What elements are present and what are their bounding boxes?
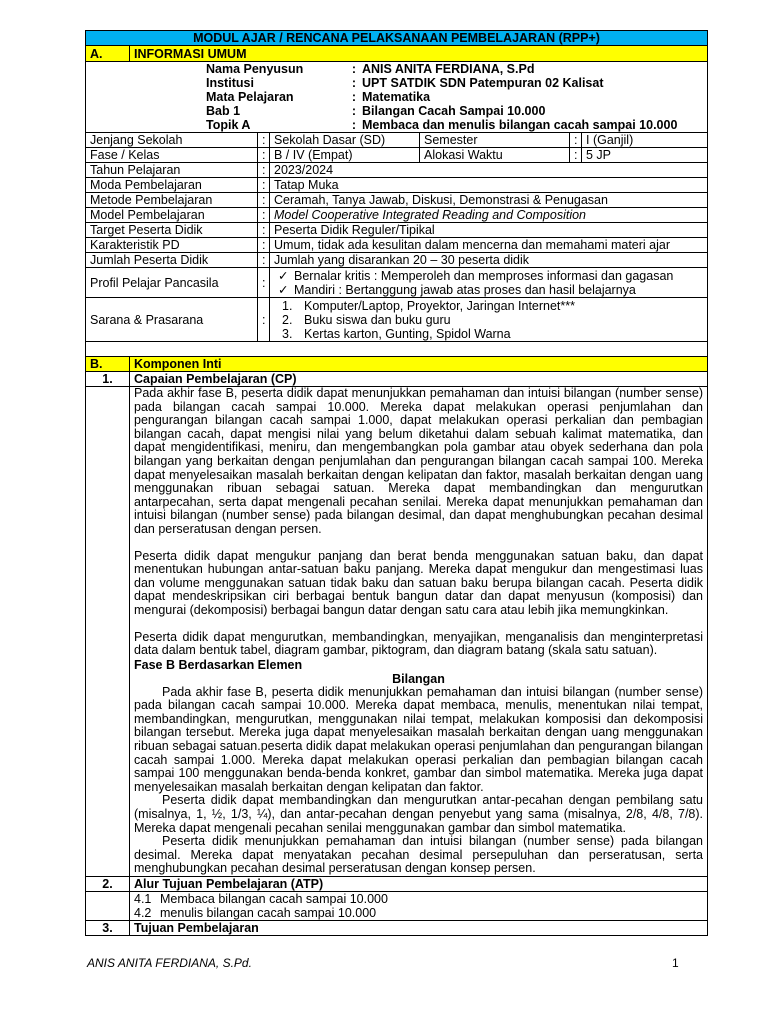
info-colon: : xyxy=(351,76,357,90)
fase-b-heading: Fase B Berdasarkan Elemen xyxy=(134,657,303,672)
profil-item xyxy=(270,269,703,283)
model-label: Model Pembelajaran xyxy=(86,208,258,223)
info-colon: : xyxy=(351,104,357,118)
sarana-item xyxy=(282,327,703,341)
sarana-item xyxy=(282,299,703,313)
atp-list xyxy=(130,892,708,921)
profil-item-text: Mandiri : Bertanggung jawab atas proses dan hasil belajarnya xyxy=(294,282,636,297)
sarana-num: 1. xyxy=(282,298,293,313)
colon: : xyxy=(258,133,270,148)
colon: : xyxy=(258,268,270,298)
info-label: Institusi xyxy=(206,76,254,90)
alokasi-value: 5 JP xyxy=(582,148,708,163)
sarana-text: Komputer/Laptop, Proyektor, Jaringan Internet*** xyxy=(304,298,575,313)
alokasi-label: Alokasi Waktu xyxy=(420,148,570,163)
tp-number: 3. xyxy=(86,921,130,936)
jumlah-label: Jumlah Peserta Didik xyxy=(86,253,258,268)
check-icon xyxy=(270,269,294,283)
bilangan-heading: Bilangan xyxy=(392,671,445,686)
check-icon xyxy=(270,283,294,297)
cp-gutter xyxy=(86,387,130,877)
target-label: Target Peserta Didik xyxy=(86,223,258,238)
rpp-document xyxy=(85,30,707,936)
sarana-list xyxy=(270,298,708,342)
atp-number: 2. xyxy=(86,877,130,892)
karakteristik-value: Umum, tidak ada kesulitan dalam mencerna dan memahami materi ajar xyxy=(270,238,708,253)
document-title: MODUL AJAR / RENCANA PELAKSANAAN PEMBELAJARAN (RPP+) xyxy=(86,31,708,46)
sarana-item xyxy=(282,313,703,327)
colon: : xyxy=(570,133,582,148)
atp-item xyxy=(134,906,703,920)
bilangan-paragraph: Pada akhir fase B, peserta didik menunjukkan pemahaman dan intuisi bilangan (number sense) pada bilangan cacah sampai 10.000. Mereka dapat membaca, menulis, menentukan nilai tempat, membandingkan, mengurutkan, menggunakan nilai tempat, melakukan komposisi dan dekomposisi bilangan tersebut. Mereka juga dapat menyelesaikan masalah berkaitan dengan uang menggunakan ribuan sebagai satuan.peserta didik dapat melakukan operasi penjumlahan dan pengurangan bilangan cacah sampai 1.000. Mereka dapat melakukan operasi perkalian dan pembagian bilangan cacah sampai 100 menggunakan benda-benda konkret, gambar dan simbol matematika. Mereka juga dapat menyelesaikan masalah berkaitan dengan kelipatan dan faktor. xyxy=(134,684,704,794)
info-value: UPT SATDIK SDN Patempuran 02 Kalisat xyxy=(362,76,604,90)
page-number: 1 xyxy=(672,956,679,970)
fase-label: Fase / Kelas xyxy=(86,148,258,163)
metode-label: Metode Pembelajaran xyxy=(86,193,258,208)
rpp-table xyxy=(85,30,708,936)
sarana-label: Sarana & Prasarana xyxy=(86,298,258,342)
info-value: ANIS ANITA FERDIANA, S.Pd xyxy=(362,62,535,76)
tahun-label: Tahun Pelajaran xyxy=(86,163,258,178)
moda-label: Moda Pembelajaran xyxy=(86,178,258,193)
info-umum-block xyxy=(86,62,707,132)
atp-gutter xyxy=(86,892,130,921)
bilangan-paragraph: Peserta didik menunjukkan pemahaman dan intuisi bilangan (number sense) pada bilangan desimal. Mereka dapat menyatakan pecahan desimal persepuluhan dan perseratusan, serta menghubungkan pecahan desimal perseratusan dengan konsep persen. xyxy=(134,834,704,876)
info-colon: : xyxy=(351,90,357,104)
colon: : xyxy=(258,193,270,208)
info-label: Topik A xyxy=(206,118,251,132)
cp-paragraph: Peserta didik dapat mengurutkan, membandingkan, menyajikan, menganalisis dan menginterpretasi data dalam bentuk tabel, diagram gambar, piktogram, dan diagram batang (skala satu satuan). xyxy=(134,629,704,658)
metode-value: Ceramah, Tanya Jawab, Diskusi, Demonstrasi & Penugasan xyxy=(270,193,708,208)
moda-value: Tatap Muka xyxy=(270,178,708,193)
info-row xyxy=(86,90,707,104)
semester-label: Semester xyxy=(420,133,570,148)
jenjang-label: Jenjang Sekolah xyxy=(86,133,258,148)
colon: : xyxy=(258,253,270,268)
info-value: Membaca dan menulis bilangan cacah sampai 10.000 xyxy=(362,118,678,132)
tahun-value: 2023/2024 xyxy=(270,163,708,178)
cp-paragraph: Pada akhir fase B, peserta didik dapat menunjukkan pemahaman dan intuisi bilangan (number sense) pada bilangan cacah sampai 10.000. Mereka dapat melakukan operasi penjumlahan dan pengurangan bilangan cacah sampai 1.000, dapat melakukan operasi perkalian dan pembagian bilangan cacah, dapat mengisi nilai yang belum diketahui dalam sebuah kalimat matematika, dan dapat mengidentifikasi, meniru, dan mengembangkan pola gambar atau obyek sederhana dan pola bilangan yang berkaitan dengan penjumlahan dan pengurangan bilangan cacah sampai 100. Mereka dapat menyelesaikan masalah berkaitan dengan kelipatan dan faktor, masalah berkaitan dengan uang menggunakan ribuan sebagai satuan. Mereka dapat membandingkan dan mengurutkan antarpecahan, serta dapat mengenali pecahan senilai. Mereka dapat menunjukkan pemahaman dan intuisi bilangan (number sense) pada bilangan desimal, dan dapat menghubungkan pecahan desimal dan perseratusan dengan persen. xyxy=(134,386,704,536)
sarana-text: Buku siswa dan buku guru xyxy=(304,312,451,327)
jenjang-value: Sekolah Dasar (SD) xyxy=(270,133,420,148)
section-a-title: INFORMASI UMUM xyxy=(130,46,708,62)
cp-content xyxy=(130,387,708,877)
atp-text: menulis bilangan cacah sampai 10.000 xyxy=(160,906,377,920)
profil-label: Profil Pelajar Pancasila xyxy=(86,268,258,298)
target-value: Peserta Didik Reguler/Tipikal xyxy=(270,223,708,238)
cp-number: 1. xyxy=(86,372,130,387)
atp-num: 4.1 xyxy=(134,892,152,906)
colon: : xyxy=(258,178,270,193)
info-value: Bilangan Cacah Sampai 10.000 xyxy=(362,104,546,118)
info-label: Bab 1 xyxy=(206,104,241,118)
section-b-title: Komponen Inti xyxy=(130,357,708,372)
colon: : xyxy=(258,148,270,163)
sarana-num: 3. xyxy=(282,326,293,341)
cp-paragraph: Peserta didik dapat mengukur panjang dan berat benda menggunakan satuan baku, dan dapat menentukan hubungan antar-satuan baku panjang. Mereka dapat mengukur dan mengestimasi luas dan volume menggunakan satuan tidak baku dan satuan baku berupa bilangan cacah. Peserta didik dapat mendeskripsikan ciri berbagai bentuk bangun datar dan dapat menyusun (komposisi) dan mengurai (dekomposisi) berbagai bangun datar dengan satu cara atau lebih jika memungkinkan. xyxy=(134,548,704,617)
tp-title: Tujuan Pembelajaran xyxy=(130,921,708,936)
colon: : xyxy=(258,163,270,178)
colon: : xyxy=(258,238,270,253)
info-row xyxy=(86,104,707,118)
fase-value: B / IV (Empat) xyxy=(270,148,420,163)
section-b-letter: B. xyxy=(86,357,130,372)
cp-title: Capaian Pembelajaran (CP) xyxy=(130,372,708,387)
jumlah-value: Jumlah yang disarankan 20 – 30 peserta didik xyxy=(270,253,708,268)
atp-title: Alur Tujuan Pembelajaran (ATP) xyxy=(130,877,708,892)
colon: : xyxy=(258,208,270,223)
semester-value: I (Ganjil) xyxy=(582,133,708,148)
section-a-letter: A. xyxy=(86,46,130,62)
model-value: Model Cooperative Integrated Reading and Composition xyxy=(270,208,708,223)
profil-item-text: Bernalar kritis : Memperoleh dan memproses informasi dan gagasan xyxy=(294,268,674,283)
info-colon: : xyxy=(351,118,357,132)
info-row xyxy=(86,62,707,76)
bilangan-paragraph: Peserta didik dapat membandingkan dan mengurutkan antar-pecahan dengan pembilang satu (misalnya, 1, ½, 1/3, ¼), dan antar-pecahan dengan penyebut yang sama (misalnya, 2/8, 4/8, 7/8). Mereka dapat mengenali pecahan senilai menggunakan gambar dan simbol matematika. xyxy=(134,793,704,835)
info-label: Mata Pelajaran xyxy=(206,90,294,104)
info-row xyxy=(86,118,707,132)
colon: : xyxy=(258,223,270,238)
info-colon: : xyxy=(351,62,357,76)
atp-num: 4.2 xyxy=(134,906,152,920)
sarana-num: 2. xyxy=(282,312,293,327)
profil-list xyxy=(270,268,708,298)
footer-author: ANIS ANITA FERDIANA, S.Pd. xyxy=(87,956,252,970)
karakteristik-label: Karakteristik PD xyxy=(86,238,258,253)
atp-text: Membaca bilangan cacah sampai 10.000 xyxy=(160,892,388,906)
sarana-text: Kertas karton, Gunting, Spidol Warna xyxy=(304,326,511,341)
info-label: Nama Penyusun xyxy=(206,62,304,76)
colon: : xyxy=(258,298,270,342)
profil-item xyxy=(270,283,703,297)
atp-item xyxy=(134,892,703,906)
info-row xyxy=(86,76,707,90)
colon: : xyxy=(570,148,582,163)
spacer-row xyxy=(86,342,708,357)
info-value: Matematika xyxy=(362,90,431,104)
